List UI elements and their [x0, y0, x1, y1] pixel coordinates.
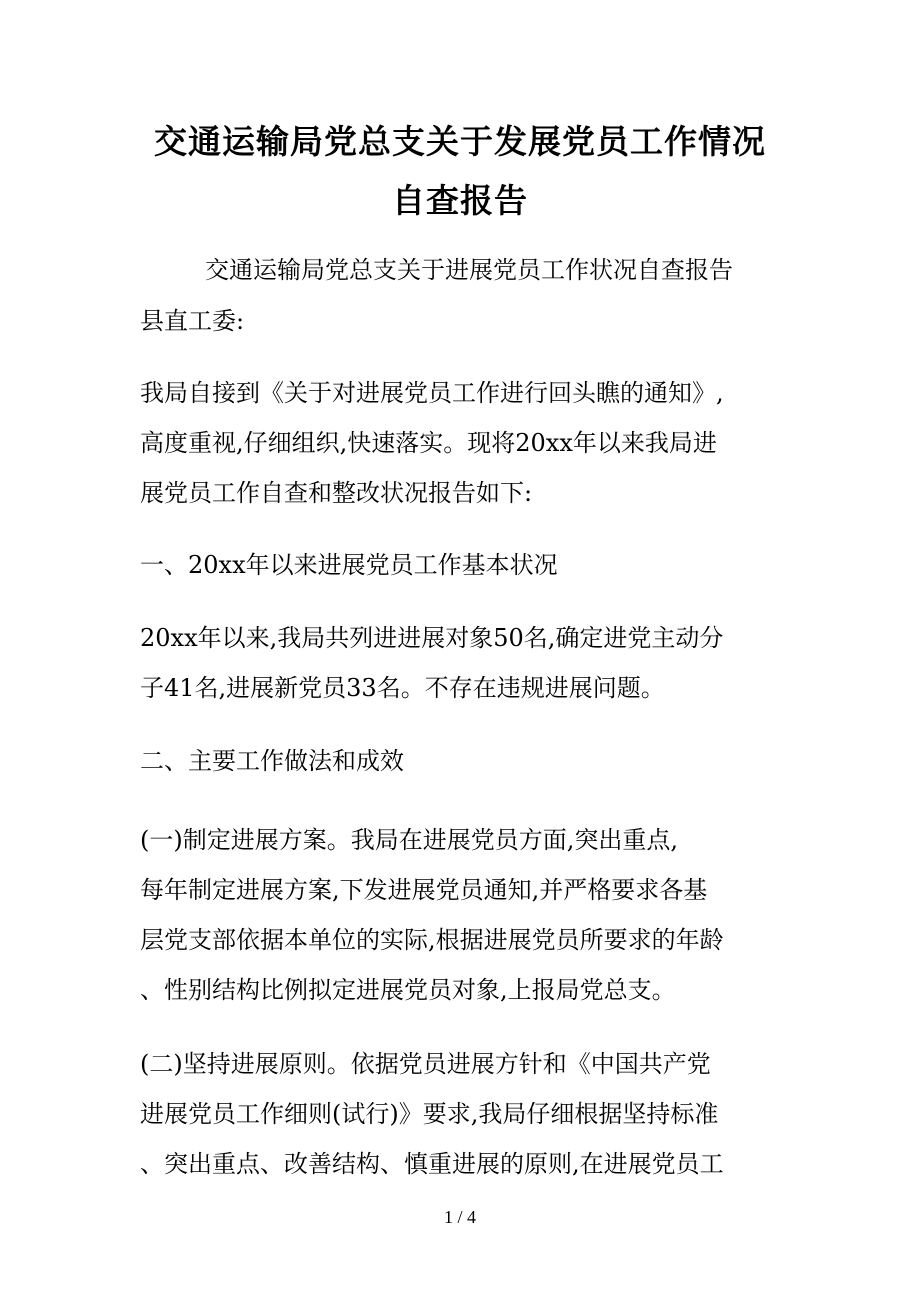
body-text-line: 我局自接到《关于对进展党员工作进行回头瞧的通知》,	[140, 379, 724, 407]
subsection-text-line: (二)坚持进展原则。依据党员进展方针和《中国共产党	[140, 1050, 711, 1078]
body-text-line: 、性别结构比例拟定进展党员对象,上报局党总支。	[140, 976, 676, 1004]
subsection-text-line: (一)制定进展方案。我局在进展党员方面,突出重点,	[140, 826, 678, 854]
body-text-line: 每年制定进展方案,下发进展党员通知,并严格要求各基	[140, 876, 708, 904]
section-heading-2: 二、主要工作做法和成效	[140, 747, 404, 775]
body-text-line: 子41名,进展新党员33名。不存在违规进展问题。	[140, 674, 665, 702]
body-text-line: 高度重视,仔细组织,快速落实。现将20xx年以来我局进	[140, 429, 717, 457]
addressee-line: 县直工委:	[140, 307, 245, 335]
page-number: 1 / 4	[443, 1207, 476, 1227]
body-text-line: 、突出重点、改善结构、慎重进展的原则,在进展党员工	[140, 1150, 724, 1178]
body-text-line: 20xx年以来,我局共列进进展对象50名,确定进党主动分	[140, 624, 724, 652]
report-heading-line: 交通运输局党总支关于进展党员工作状况自查报告	[205, 256, 733, 284]
body-text-line: 进展党员工作细则(试行)》要求,我局仔细根据坚持标准	[140, 1100, 719, 1128]
document-title-line-2: 自查报告	[392, 181, 528, 220]
document-title-line-1: 交通运输局党总支关于发展党员工作情况	[154, 122, 766, 161]
section-heading-1: 一、20xx年以来进展党员工作基本状况	[140, 551, 558, 579]
body-text-line: 展党员工作自查和整改状况报告如下:	[140, 479, 533, 507]
body-text-line: 层党支部依据本单位的实际,根据进展党员所要求的年龄	[140, 926, 724, 954]
